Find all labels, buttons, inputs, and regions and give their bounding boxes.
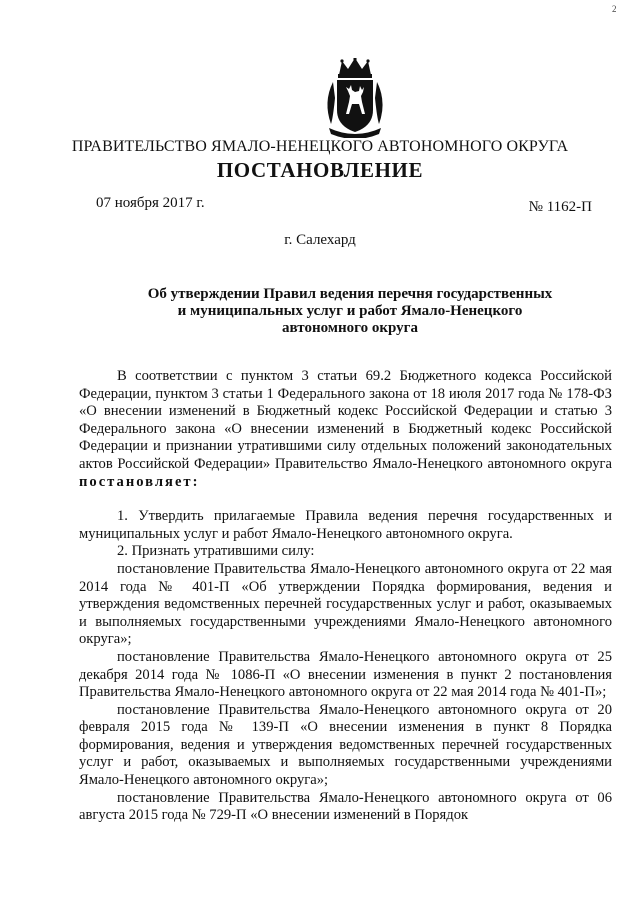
coat-of-arms-icon: [319, 58, 391, 138]
document-body: [79, 368, 612, 825]
document-city: г. Салехард: [284, 232, 356, 248]
preamble-paragraph: [79, 368, 612, 491]
document-date: 07 ноября 2017 г.: [96, 195, 205, 211]
page-corner-mark: 2: [612, 4, 617, 14]
repealed-decree-4: постановление Правительства Ямало-Ненецкого автономного округа от 06 августа 2015 года № 729-П «О внесении изменений в Порядок: [79, 789, 612, 824]
repealed-decree-3: постановление Правительства Ямало-Ненецкого автономного округа от 20 февраля 2015 года № 139-П «О внесении изменения в пункт 8 Порядка формирования, ведения и утверждения ведомственных перечней государственных услуг и работ, оказываемых и выполняемых государственными учреждениями Ямало-Ненецкого автономного округа»;: [79, 701, 612, 789]
document-type: ПОСТАНОВЛЕНИЕ: [216, 158, 424, 182]
item-1-paragraph: 1. Утвердить прилагаемые Правила ведения перечня государственных и муниципальных услуг и работ Ямало-Ненецкого автономного округа.: [79, 508, 612, 542]
repealed-decree-1: постановление Правительства Ямало-Ненецкого автономного округа от 22 мая 2014 года № 401-П «Об утверждении Порядка формирования, ведения и утверждения ведомственных перечней государственных услуг и работ, оказываемых и выполняемых государственными учреждениями Ямало-Ненецкого автономного округа»;: [79, 560, 612, 648]
item-2-paragraph: 2. Признать утратившими силу:: [117, 543, 315, 560]
document-number: № 1162-П: [528, 199, 592, 215]
preamble-text: В соответствии с пунктом 3 статьи 69.2 Бюджетного кодекса Российской Федерации, пунктом 3 статьи 1 Федерального закона от 18 июля 2017 года № 178-ФЗ «О внесении изменений в Бюджетный кодекс Российской Федерации и статью 3 Федерального закона «О внесении изменений в Бюджетный кодекс Российской Федерации и признании утратившими силу отдельных положений законодательных актов Российской Федерации» Правительство Ямало-Ненецкого автономного округа: [79, 368, 612, 472]
heading-line: Об утверждении Правил ведения перечня государственных: [147, 286, 553, 302]
decree-word: постановляет:: [79, 473, 200, 490]
heading-line: и муниципальных услуг и работ Ямало-Ненецкого: [177, 303, 523, 319]
heading-line: автономного округа: [282, 320, 418, 336]
document-heading: [100, 286, 600, 337]
repealed-decree-2: постановление Правительства Ямало-Ненецкого автономного округа от 25 декабря 2014 года № 1086-П «О внесении изменения в пункт 2 постановления Правительства Ямало-Ненецкого автономного округа от 22 мая 2014 года № 401-П»;: [79, 648, 612, 701]
government-title: ПРАВИТЕЛЬСТВО ЯМАЛО-НЕНЕЦКОГО АВТОНОМНОГО ОКРУГА: [71, 138, 569, 155]
